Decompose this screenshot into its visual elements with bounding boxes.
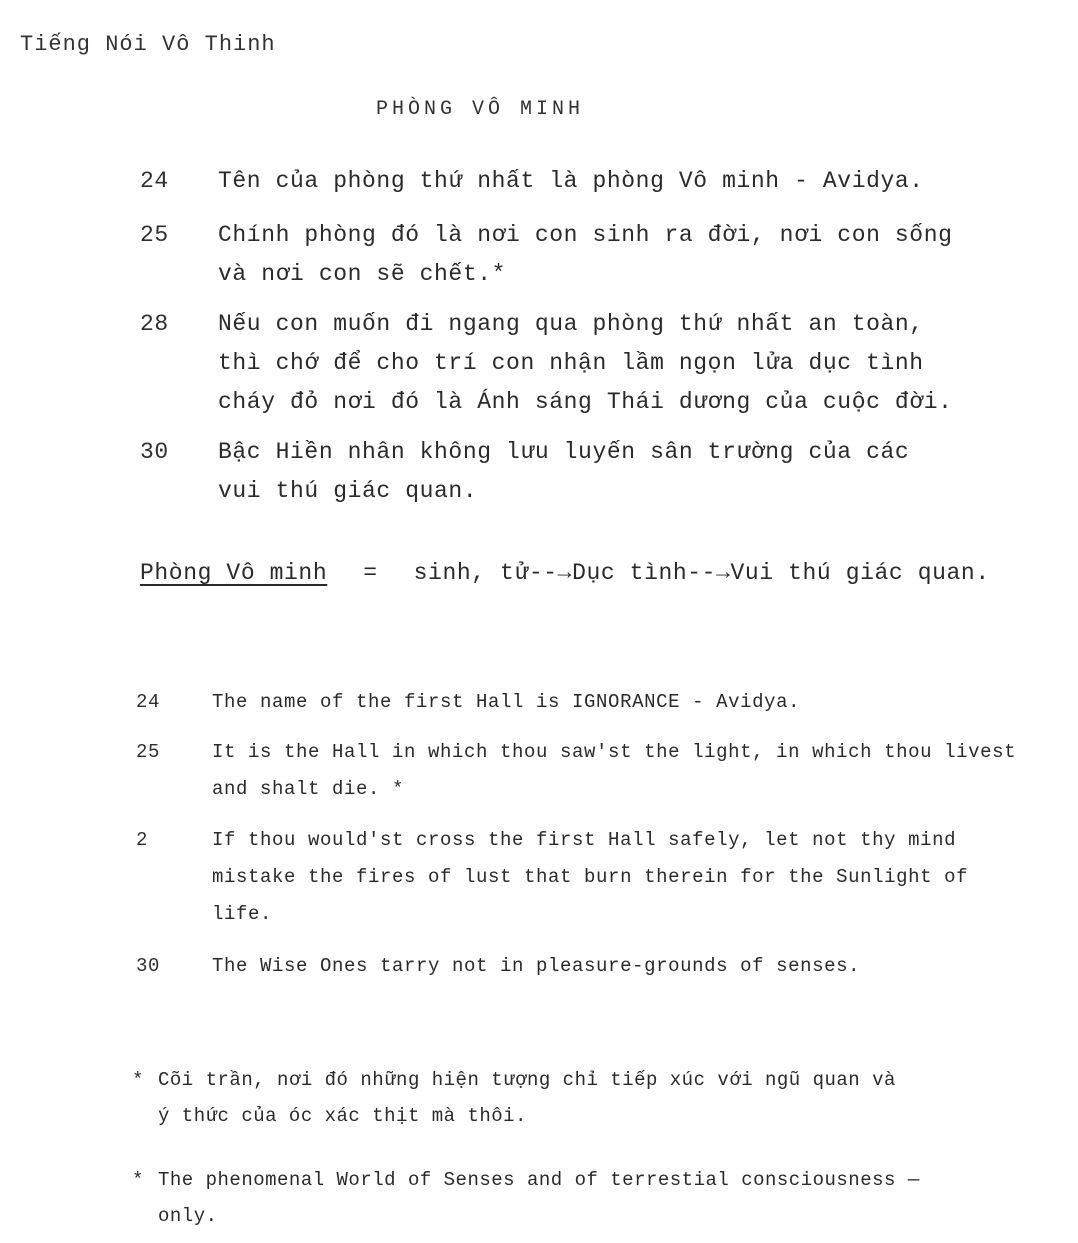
verse-number: 25	[140, 222, 169, 248]
vi-verse-24	[140, 162, 924, 201]
footnote-english	[132, 1162, 978, 1234]
verse-line: The Wise Ones tarry not in pleasure-grounds of senses.	[212, 955, 861, 977]
verse-text	[218, 216, 953, 294]
vi-verse-25	[140, 216, 953, 294]
summary-equals: =	[363, 560, 378, 586]
section-title: PHÒNG VÔ MINH	[376, 98, 585, 121]
verse-line: vui thú giác quan.	[218, 478, 478, 504]
en-verse-30	[136, 948, 1062, 985]
footnote-line: Cõi trần, nơi đó những hiện tượng chỉ tiếp xúc với ngũ quan và	[158, 1069, 896, 1091]
verse-line: Tên của phòng thứ nhất là phòng Vô minh - Avidya.	[218, 168, 924, 194]
footnote-text	[158, 1062, 978, 1134]
verse-line: Bậc Hiền nhân không lưu luyến sân trường của các	[218, 439, 910, 465]
en-verse-25	[136, 734, 1062, 808]
footnote-text	[158, 1162, 978, 1234]
en-verse-28	[136, 822, 1062, 933]
footnote-line: The phenomenal World of Senses and of terrestial consciousness —	[158, 1169, 920, 1191]
summary-label: Phòng Vô minh	[140, 560, 328, 586]
verse-line: mistake the fires of lust that burn therein for the Sunlight of	[212, 866, 969, 888]
verse-line: life.	[212, 903, 273, 925]
vi-verse-30	[140, 433, 909, 511]
document-header-title: Tiếng Nói Vô Thinh	[20, 32, 276, 57]
vi-verse-28	[140, 305, 953, 422]
verse-text	[212, 734, 1062, 808]
verse-text	[212, 822, 1062, 933]
verse-line: Nếu con muốn đi ngang qua phòng thứ nhất an toàn,	[218, 311, 924, 337]
summary-formula	[140, 560, 990, 586]
verse-text	[218, 433, 909, 511]
verse-number: 24	[136, 691, 161, 713]
verse-number: 25	[136, 741, 161, 763]
verse-number: 28	[140, 311, 169, 337]
footnote-line: only.	[158, 1205, 218, 1227]
footnote-line: ý thức của óc xác thịt mà thôi.	[158, 1105, 527, 1127]
verse-line: It is the Hall in which thou saw'st the light, in which thou livest	[212, 741, 1017, 763]
verse-line: The name of the first Hall is IGNORANCE - Avidya.	[212, 691, 801, 713]
verse-line: thì chớ để cho trí con nhận lầm ngọn lửa dục tình	[218, 350, 924, 376]
verse-text	[218, 162, 924, 201]
verse-number: 30	[136, 955, 161, 977]
verse-text	[212, 948, 1062, 985]
verse-line: and shalt die. *	[212, 778, 405, 800]
verse-line: Chính phòng đó là nơi con sinh ra đời, nơi con sống	[218, 222, 953, 248]
verse-line: và nơi con sẽ chết.*	[218, 261, 507, 287]
verse-number: 24	[140, 168, 169, 194]
verse-text	[212, 684, 1062, 721]
verse-number: 2	[136, 829, 149, 851]
verse-number: 30	[140, 439, 169, 465]
footnote-vietnamese	[132, 1062, 978, 1134]
summary-formula-text: sinh, tử--→Dục tình--→Vui thú giác quan.	[413, 560, 990, 586]
verse-line: If thou would'st cross the first Hall safely, let not thy mind	[212, 829, 957, 851]
footnote-marker: *	[132, 1069, 144, 1091]
footnote-marker: *	[132, 1169, 144, 1191]
verse-line: cháy đỏ nơi đó là Ánh sáng Thái dương của cuộc đời.	[218, 389, 953, 415]
en-verse-24	[136, 684, 1062, 721]
verse-text	[218, 305, 953, 422]
